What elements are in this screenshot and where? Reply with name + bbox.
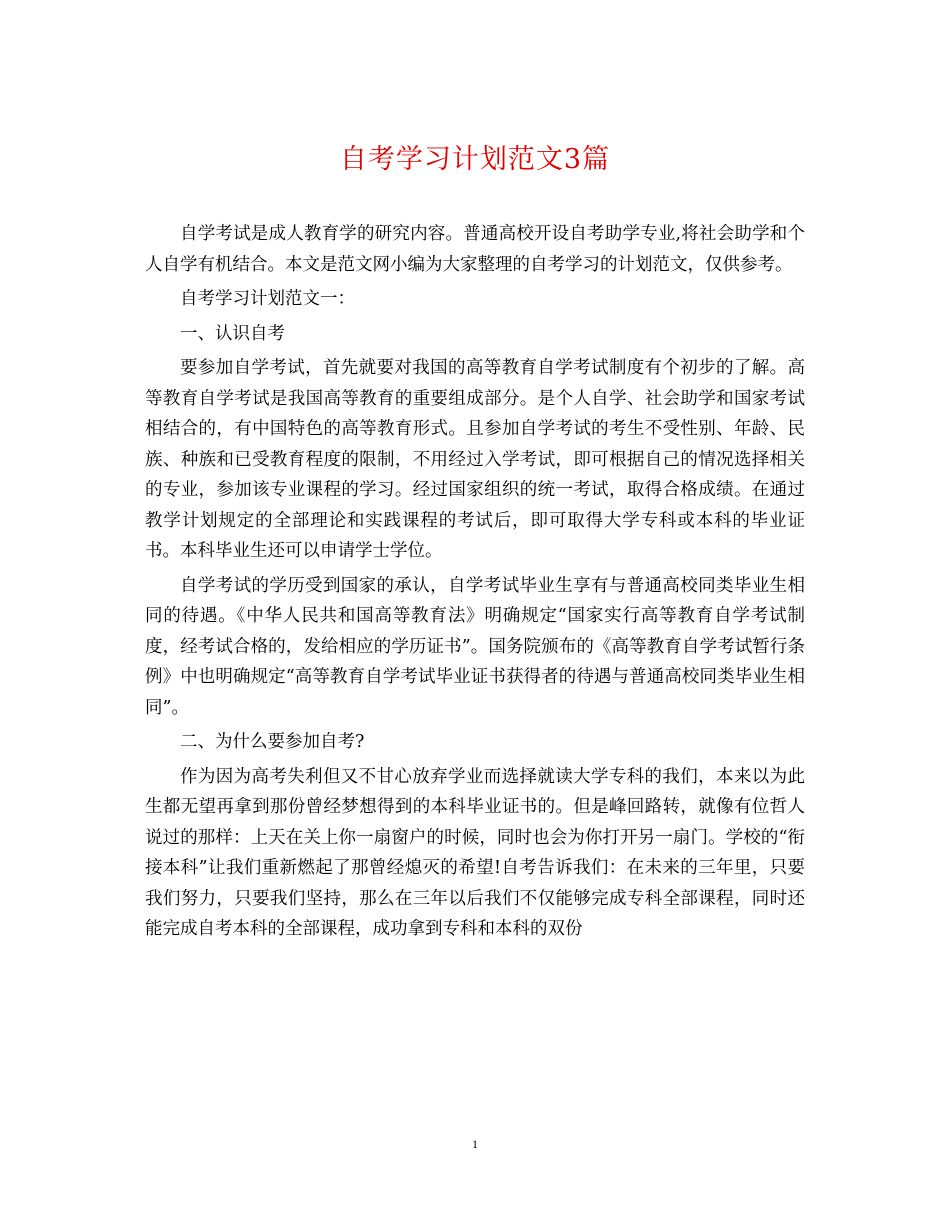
paragraph-intro: 自学考试是成人教育学的研究内容。普通高校开设自考助学专业,将社会助学和个人自学有机结合。本文是范文网小编为大家整理的自考学习的计划范文，仅供参考。 xyxy=(145,224,805,275)
document-body xyxy=(145,219,805,949)
section-heading-2: 二、为什么要参加自考? xyxy=(180,732,365,752)
page-number: 1 xyxy=(472,1137,478,1151)
document-title: 自考学习计划范文3篇 xyxy=(339,144,611,175)
paragraph-why: 作为因为高考失利但又不甘心放弃学业而选择就读大学专科的我们，本来以为此生都无望再拿到那份曾经梦想得到的本科毕业证书的。但是峰回路转，就像有位哲人说过的那样：上天在关上你一扇窗户的时候，同时也会为你打开另一扇门。学校的“衔接本科”让我们重新燃起了那曾经熄灭的希望!自考告诉我们：在未来的三年里，只要我们努力，只要我们坚持，那么在三年以后我们不仅能够完成专科全部课程，同时还能完成自考本科的全部课程，成功拿到专科和本科的双份 xyxy=(145,766,805,939)
paragraph-recognition: 自学考试的学历受到国家的承认，自学考试毕业生享有与普通高校同类毕业生相同的待遇。《中华人民共和国高等教育法》明确规定“国家实行高等教育自学考试制度，经考试合格的，发给相应的学历证书”。国务院颁布的《高等教育自学考试暂行条例》中也明确规定“高等教育自学考试毕业证书获得者的待遇与普通高校同类毕业生相同”。 xyxy=(145,575,805,718)
paragraph-plan-one-heading: 自考学习计划范文一： xyxy=(180,289,355,309)
paragraph-understanding: 要参加自学考试，首先就要对我国的高等教育自学考试制度有个初步的了解。高等教育自学考试是我国高等教育的重要组成部分。是个人自学、社会助学和国家考试相结合的，有中国特色的高等教育形式。且参加自学考试的考生不受性别、年龄、民族、种族和已受教育程度的限制，不用经过入学考试，即可根据自己的情况选择相关的专业，参加该专业课程的学习。经过国家组织的统一考试，取得合格成绩。在通过教学计划规定的全部理论和实践课程的考试后，即可取得大学专科或本科的毕业证书。本科毕业生还可以申请学士学位。 xyxy=(145,358,805,561)
section-heading-1: 一、认识自考 xyxy=(180,323,285,344)
